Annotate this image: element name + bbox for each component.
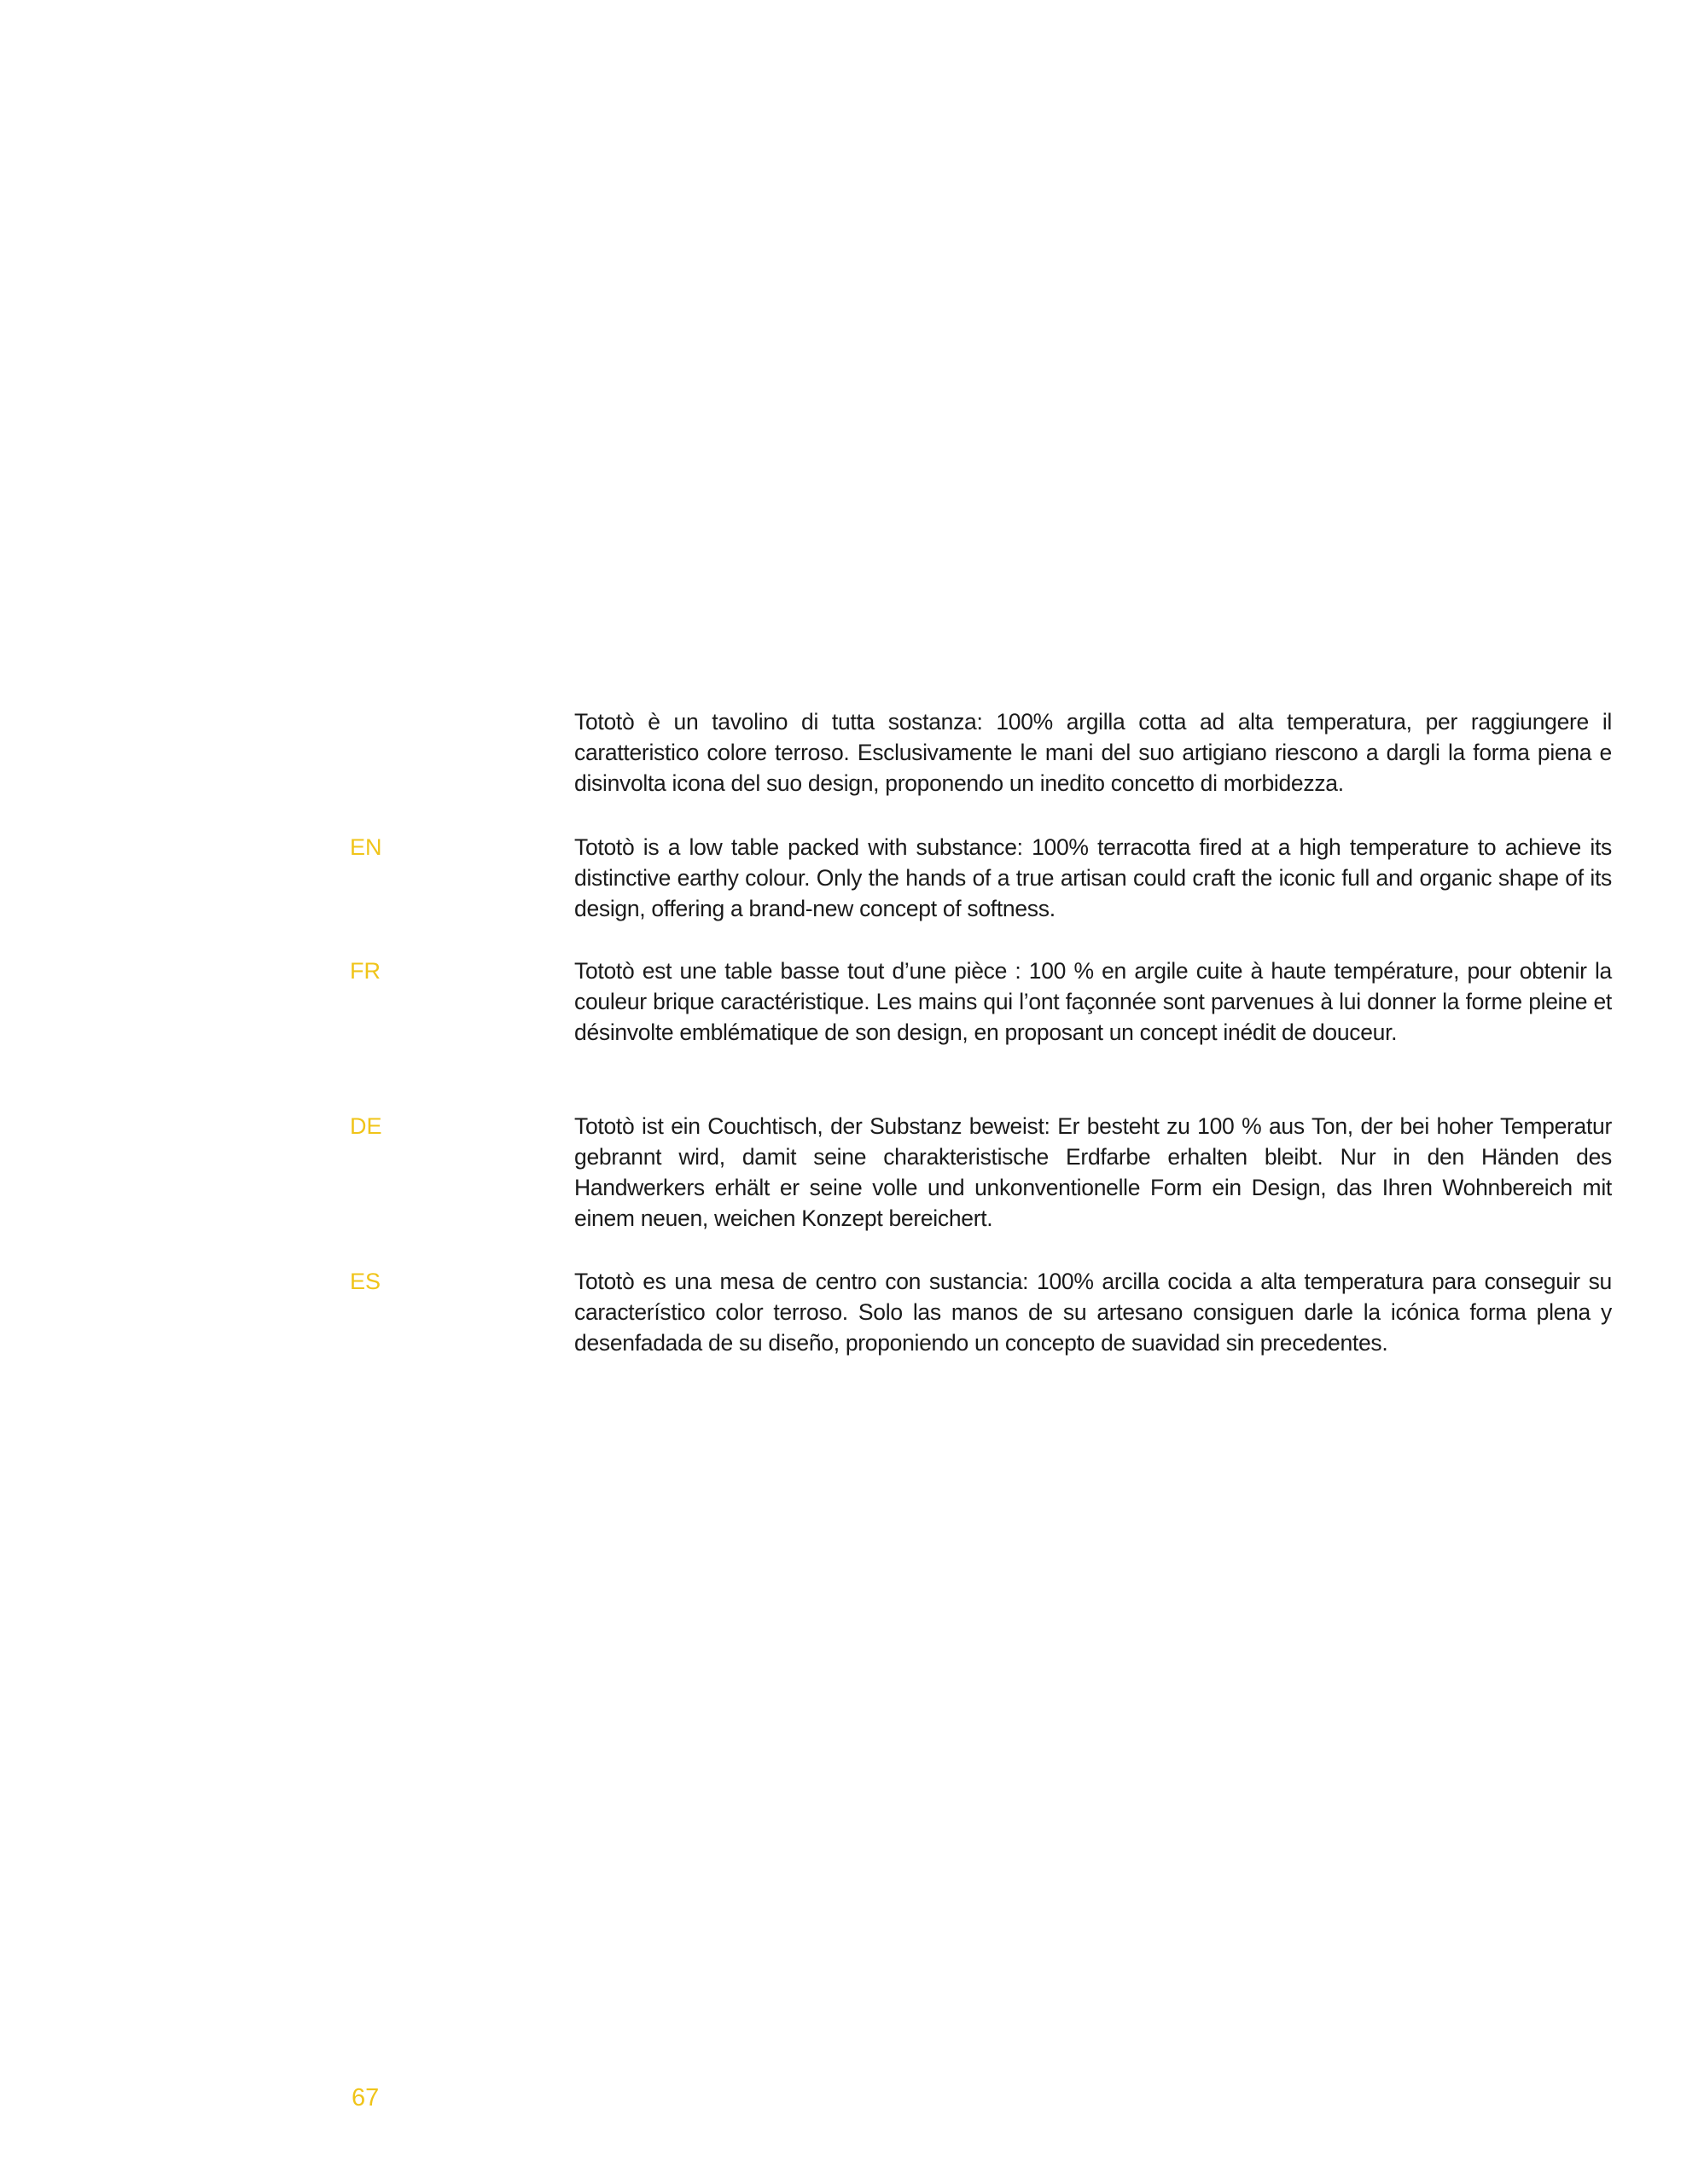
text-fr: Tototò est une table basse tout d’une pièce : 100 % en argile cuite à haute température, pour obtenir la couleur brique caractéristique. Les mains qui l’ont façonnée sont parvenues à lui donner la forme pleine et désinvolte emblématique de son design, en proposant un concept inédit de douceur.: [574, 958, 1612, 1045]
text-de: Tototò ist ein Couchtisch, der Substanz beweist: Er besteht zu 100 % aus Ton, der bei hoher Temperatur gebrannt wird, damit seine charakteristische Erdfarbe erhalten bleibt. Nur in den Händen des Handwerkers erhält er seine volle und unkonventionelle Form ein Design, das Ihren Wohnbereich mit einem neuen, weichen Konzept bereichert.: [574, 1113, 1612, 1231]
lang-label-es: ES: [350, 1269, 381, 1294]
page-number: 67: [352, 2084, 380, 2111]
text-es: Tototò es una mesa de centro con sustancia: 100% arcilla cocida a alta temperatura para conseguir su característico color terroso. Solo las manos de su artesano consiguen darle la icónica forma plena y desenfadada de su diseño, proponiendo un concepto de suavidad sin precedentes.: [574, 1269, 1612, 1356]
lang-label-de: DE: [350, 1113, 382, 1139]
text-en: Tototò is a low table packed with substance: 100% terracotta fired at a high temperature to achieve its distinctive earthy colour. Only the hands of a true artisan could craft the iconic full and organic shape of its design, offering a brand-new concept of softness.: [574, 834, 1612, 921]
lang-label-fr: FR: [350, 958, 381, 984]
lang-label-en: EN: [350, 834, 382, 860]
text-it: Tototò è un tavolino di tutta sostanza: 100% argilla cotta ad alta temperatura, per raggiungere il caratteristico colore terroso. Esclusivamente le mani del suo artigiano riescono a dargli la forma piena e disinvolta icona del suo design, proponendo un inedito concetto di morbidezza.: [574, 709, 1612, 796]
